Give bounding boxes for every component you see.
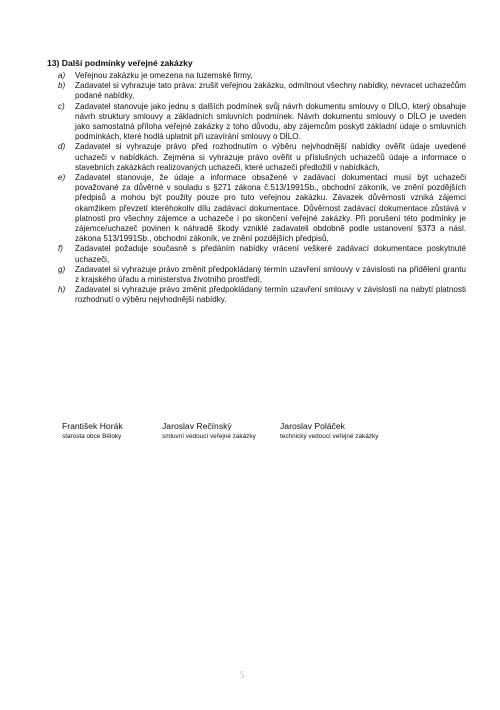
- signatory-name: František Horák: [62, 421, 123, 431]
- item-marker: h): [58, 285, 66, 295]
- signature-technical-manager: [280, 421, 378, 441]
- list-item: [58, 265, 466, 285]
- list-item: [58, 81, 466, 101]
- list-item: [58, 173, 466, 244]
- signatory-role: smluvní vedoucí veřejné zakázky: [162, 433, 256, 440]
- item-text: Zadavatel stanovuje jako jednu s dalších podmínek svůj návrh dokumentu smlouvy o DÍLO, který obsahuje návrh struktury smlouvy a základních smluvních podmínek. Návrh dokumentu smlouvy o DÍLO je uveden jako samostatná příloha veřejné zakázky z toho důvodu, aby zájemcům poskytl základní údaje o smluvních podmínkách, které hodlá uplatnit při uzavírání smlouvy o DÍLO.: [75, 101, 466, 142]
- signature-contract-manager: [162, 421, 256, 441]
- item-text: Veřejnou zakázku je omezena na tuzemské firmy,: [75, 71, 253, 80]
- item-marker: b): [58, 81, 66, 91]
- signatory-name: Jaroslav Rečínský: [162, 421, 232, 431]
- item-marker: d): [58, 142, 66, 152]
- signatory-name: Jaroslav Poláček: [280, 421, 345, 431]
- page-number: 5: [239, 670, 245, 680]
- item-text: Zadavatel si vyhrazuje právo změnit předpokládaný termín uzavření smlouvy v závislosti na přidělení grantu z krajského úřadu a ministerstva životního prostředí,: [75, 264, 466, 285]
- item-marker: c): [58, 101, 65, 111]
- list-item: [58, 71, 466, 81]
- list-item: [58, 285, 466, 305]
- list-item: [58, 102, 466, 143]
- item-marker: g): [58, 264, 66, 274]
- item-text: Zadavatel si vyhrazuje právo změnit předpokládaný termín uzavření smlouvy v závislosti na nabytí platnosti rozhodnutí o výběru nejvhodnější nabídky.: [75, 285, 466, 305]
- item-text: Zadavatel požaduje současně s předáním nabídky vrácení veškeré zadávací dokumentace poskytnuté uchazeči,: [75, 244, 466, 264]
- signatory-role: technický vedoucí veřejné zakázky: [280, 433, 379, 440]
- item-text: Zadavatel si vyhrazuje právo před rozhodnutím o výběru nejvhodnější nabídky ověřit údaje uvedené uchazeči v nabídkách. Zejména si vyhrazuje právo ověřit u příslušných uchazečů údaje a informace o stavebních zakázkách realizovaných uchazeči, které uchazeči předložili v nabídkách,: [75, 142, 466, 172]
- item-text: Zadavatel si vyhrazuje tato práva: zrušit veřejnou zakázku, odmítnout všechny nabídky, nevracet uchazečům podané nabídky,: [75, 81, 466, 101]
- conditions-list: [58, 71, 466, 306]
- signature-mayor: [62, 421, 123, 441]
- signatory-role: starosta obce Běloky: [62, 433, 122, 440]
- item-text: Zadavatel stanovuje, že údaje a informace obsažené v zadávací dokumentaci musí být uchazeči považované za důvěrné v souladu s §271 zákona č.513/1991Sb., obchodní zákoník, ve znění pozdějších předpisů a mohou být použity pouze pro tuto veřejnou zakázku. Závazek důvěrnosti vzniká zájemci okamžikem převzetí kteréhokoliv dílu zadávací dokumentace. Důvěrnost zadávací dokumentace zůstává v platnosti pro všechny zájemce a uchazeče i po skončení veřejné zakázky. Při porušení této podmínky je zájemce/uchazeč povinen k náhradě škody vzniklé zadavateli obdobně podle ustanovení §373 a násl. zákona 513/1991Sb., obchodní zákoník, ve znění pozdějších předpisů,: [75, 173, 466, 244]
- item-marker: f): [58, 244, 63, 254]
- list-item: [58, 244, 466, 264]
- item-marker: a): [58, 71, 66, 80]
- section-title: 13) Další podmínky veřejné zakázky: [47, 58, 193, 68]
- list-item: [58, 142, 466, 173]
- item-marker: e): [58, 173, 66, 183]
